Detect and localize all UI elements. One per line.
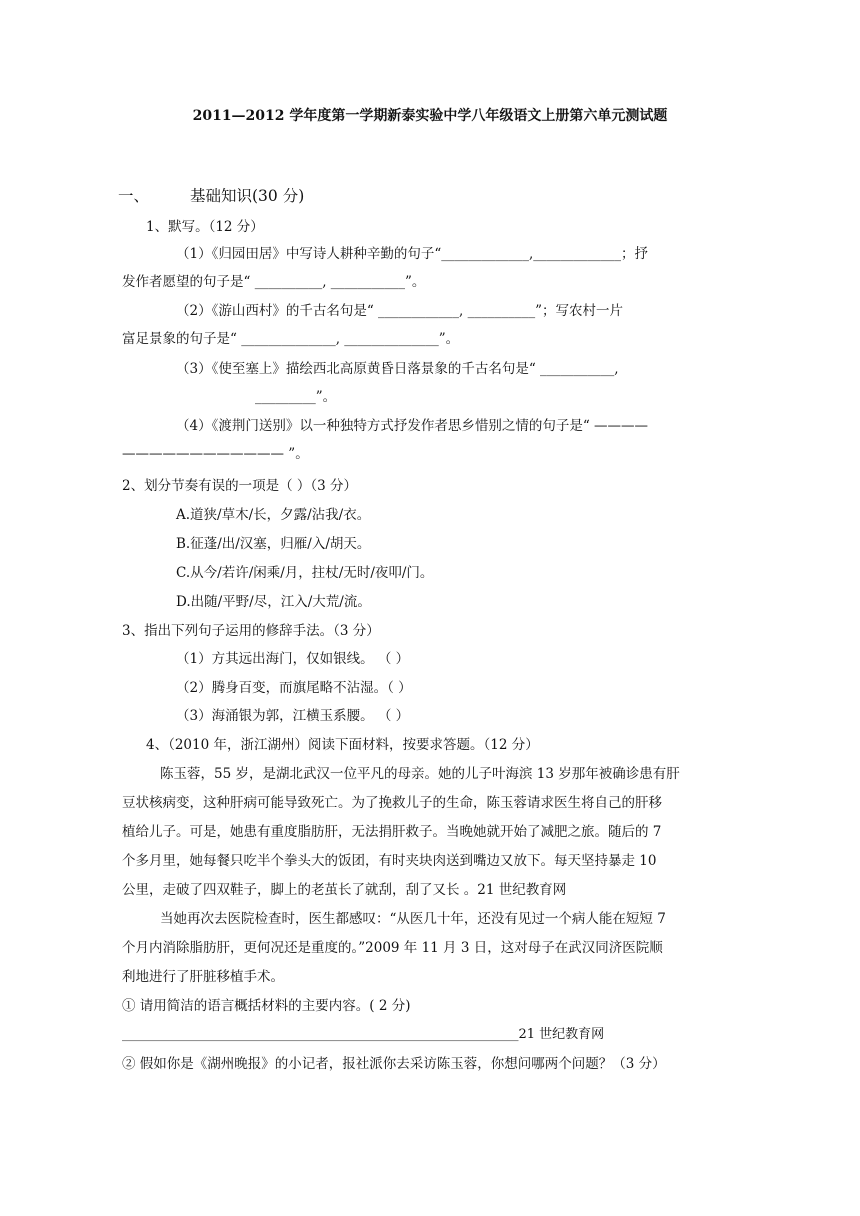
page-title: 2011—2012 学年度第一学期新泰实验中学八年级语文上册第六单元测试题: [192, 108, 668, 124]
section-number: 一、: [118, 187, 150, 205]
q1-item-3: （3）《使至塞上》描绘西北高原黄昏日落景象的千古名句是“ ___________,: [176, 361, 619, 377]
question-1-heading: 1、默写。（12 分）: [146, 219, 264, 235]
q1-item-2: （2）《游山西村》的千古名句是“ ____________, __________”；写农村一片: [176, 303, 624, 319]
q4-paragraph-2-line-3: 利地进行了肝脏移植手术。: [122, 969, 284, 985]
q1-item-4: （4）《渡荆门送别》以一种独特方式抒发作者思乡惜别之情的句子是“ ————: [176, 418, 649, 434]
q4-subquestion-2: ② 假如你是《湖州晚报》的小记者，报社派你去采访陈玉蓉，你想问哪两个问题？（3 分）: [122, 1056, 666, 1072]
question-3-heading: 3、指出下列句子运用的修辞手法。（3 分）: [122, 623, 380, 639]
q4-paragraph-1-line-5: 公里，走破了四双鞋子，脚上的老茧长了就刮，刮了又长 。21 世纪教育网: [122, 882, 567, 898]
q4-paragraph-1-line-1: 陈玉蓉，55 岁，是湖北武汉一位平凡的母亲。她的儿子叶海滨 13 岁那年被确诊患有肝: [160, 766, 680, 782]
q1-item-1: （1）《归园田居》中写诗人耕种辛勤的句子“_____________,_____________；抒: [176, 246, 649, 262]
q2-option-a: A.道狭/草木/长，夕露/沾我/衣。: [176, 507, 371, 523]
q4-subquestion-1: ① 请用简洁的语言概括材料的主要内容。( 2 分): [122, 998, 411, 1014]
q3-item-1: （1）方其远出海门，仅如银线。 （ ）: [176, 651, 410, 667]
section-heading: 基础知识(30 分): [190, 187, 305, 205]
q1-item-4-cont: ———————————— ”。: [122, 446, 309, 462]
q3-item-2: （2）腾身百变，而旗尾略不沾湿。（ ）: [176, 680, 412, 696]
q3-item-3: （3）海涌银为郭，江横玉系腰。 （ ）: [176, 708, 410, 724]
question-2-heading: 2、划分节奏有误的一项是（ ）（3 分）: [122, 478, 358, 494]
q2-option-b: B.征蓬/出/汉塞，归雁/入/胡天。: [176, 536, 371, 552]
q4-answer-line: _____________________________________________________________21 世纪教育网: [122, 1027, 605, 1042]
q1-item-1-cont: 发作者愿望的句子是“ __________, ___________”。: [122, 274, 426, 290]
q2-option-d: D.出随/平野/尽，江入/大荒/流。: [176, 594, 371, 610]
q4-paragraph-2-line-2: 个月内消除脂肪肝，更何况还是重度的。”2009 年 11 月 3 日，这对母子在武汉同济医院顺: [122, 940, 663, 956]
q4-paragraph-1-line-4: 个多月里，她每餐只吃半个拳头大的饭团，有时夹块肉送到嘴边又放下。每天坚持暴走 10: [122, 853, 657, 869]
q4-paragraph-1-line-3: 植给儿子。可是，她患有重度脂肪肝，无法捐肝救子。当晚她就开始了减肥之旅。随后的 7: [122, 824, 662, 840]
q4-paragraph-2-line-1: 当她再次去医院检查时，医生都感叹：“从医几十年，还没有见过一个病人能在短短 7: [160, 911, 666, 927]
q4-paragraph-1-line-2: 豆状核病变，这种肝病可能导致死亡。为了挽救儿子的生命，陈玉蓉请求医生将自己的肝移: [122, 795, 662, 811]
q1-item-2-cont: 富足景象的句子是“ ______________, ______________”。: [122, 331, 460, 347]
q2-option-c: C.从今/若许/闲乘/月，拄杖/无时/夜叩/门。: [176, 565, 434, 581]
q1-item-3-cont: _________”。: [255, 389, 337, 405]
question-4-heading: 4、（2010 年，浙江湖州）阅读下面材料，按要求答题。（12 分）: [146, 737, 539, 753]
